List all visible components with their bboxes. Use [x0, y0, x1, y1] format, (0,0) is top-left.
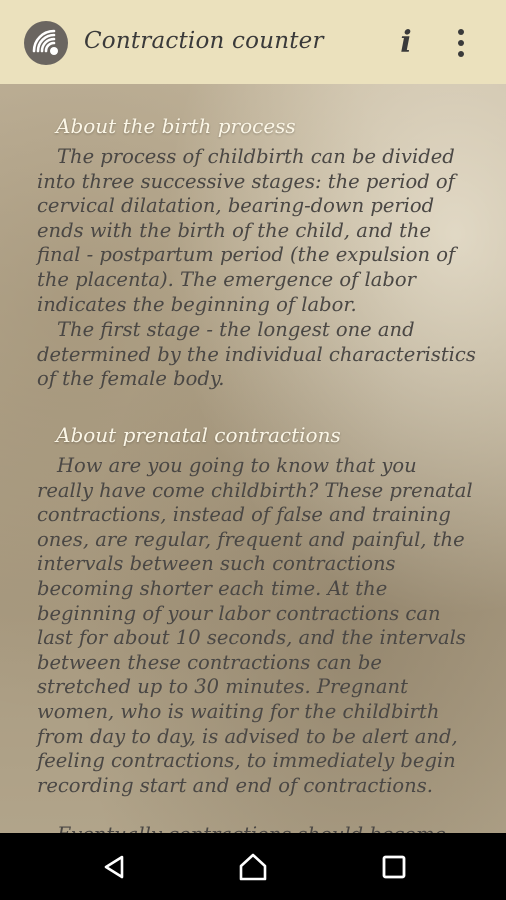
signal-waves-icon	[24, 21, 68, 65]
paragraph-prenatal-1: How are you going to know that you really have come childbirth? These prenatal contractions, instead of false and training ones, are regular, frequent and painful, the intervals between such contractions becoming shorter each time. At the beginning of your labor contractions can last for about 10 seconds, and the intervals between these contractions can be stretched up to 30 minutes. Pregnant women, who is waiting for the childbirth from day to day, is advised to be alert and, feeling contractions, to immediately begin recording start and end of contractions.	[37, 454, 473, 797]
paragraph-birth-process-2: The first stage - the longest one and determined by the individual characteristics of the female body.	[37, 318, 476, 391]
section-heading-prenatal-contractions: About prenatal contractions	[56, 423, 341, 447]
system-nav-bar	[0, 833, 506, 900]
article-content[interactable]	[0, 84, 506, 833]
back-triangle-icon[interactable]	[90, 847, 138, 887]
app-bar	[0, 0, 506, 84]
recents-square-icon[interactable]	[370, 847, 418, 887]
info-icon[interactable]: i	[400, 24, 412, 60]
home-icon[interactable]	[229, 847, 277, 887]
paragraph-birth-process-1: The process of childbirth can be divided into three successive stages: the period of cervical dilatation, bearing-down period ends with the birth of the child, and the final - postpartum period (the expulsion of the placenta). The emergence of labor indicates the beginning of labor.	[37, 145, 456, 316]
app-title: Contraction counter	[84, 28, 324, 54]
more-vert-icon[interactable]	[448, 26, 474, 60]
section-heading-birth-process: About the birth process	[56, 114, 296, 138]
